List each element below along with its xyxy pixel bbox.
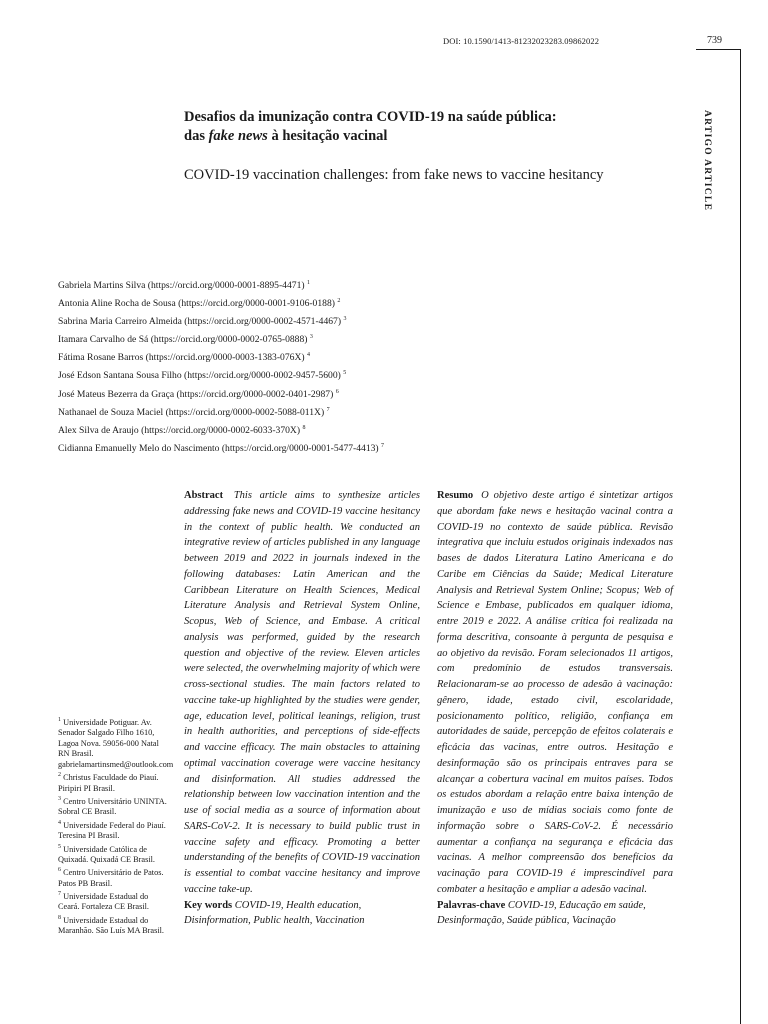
author-line: Gabriela Martins Silva (https://orcid.org/0000-0001-8895-4471) $^1$ <box>58 280 310 292</box>
affiliation-item: $^3$ Centro Universitário UNINTA. Sobral CE Brasil. <box>58 796 167 817</box>
abstract-heading: Abstract <box>184 490 224 501</box>
author-line: Antonia Aline Rocha de Sousa (https://orcid.org/0000-0001-9106-0188) $^2$ <box>58 298 341 310</box>
margin-rule <box>740 49 741 1024</box>
affiliation-item: $^7$ Universidade Estadual do Ceará. Fortaleza CE Brasil. <box>58 891 150 912</box>
author-line: Nathanael de Souza Maciel (https://orcid.org/0000-0002-5088-011X) $^7$ <box>58 406 330 418</box>
author-line: Fátima Rosane Barros (https://orcid.org/0000-0003-1383-076X) $^4$ <box>58 352 310 364</box>
title-portuguese <box>184 108 604 146</box>
affiliation-item: $^1$ Universidade Potiguar. Av. Senador Salgado Filho 1610, Lagoa Nova. 59056-000 Natal RN Brasil. gabrielamartinsmed@outlook.com <box>58 717 174 769</box>
title-english: COVID-19 vaccination challenges: from fake news to vaccine hesitancy <box>184 167 604 183</box>
resumo-heading: Resumo <box>437 490 474 501</box>
keywords-english <box>184 898 420 930</box>
affiliation-item: $^4$ Universidade Federal do Piauí. Teresina PI Brasil. <box>58 819 166 841</box>
header-rule <box>696 49 740 50</box>
author-line: Itamara Carvalho de Sá (https://orcid.org/0000-0002-0765-0888) $^3$ <box>58 334 313 346</box>
keywords-portuguese <box>437 898 673 930</box>
palavras-chave-heading: Palavras-chave <box>437 899 506 911</box>
keywords-heading: Key words <box>184 899 233 911</box>
affiliation-item: $^2$ Christus Faculdade do Piauí. Piripiri PI Brasil. <box>58 772 159 793</box>
doi-line: DOI: 10.1590/1413-81232023283.09862022 <box>443 36 600 46</box>
abstract-english <box>184 488 420 929</box>
author-line: Sabrina Maria Carreiro Almeida (https://orcid.org/0000-0002-4571-4467) $^3$ <box>58 316 347 328</box>
resumo-text: O objetivo deste artigo é sintetizar artigos que abordam fake news e hesitação vacinal contra a COVID-19 no contexto de saúde pública. Revisão integrativa que incluiu estudos originais indexados nas bases de dados Literatura Latino Americana e do Caribe em Ciências da Saúde; Medical Literature Analysis and Retrieval System Online; Scopus; Web of Science e Embase, publicados em qualquer idioma, entre 2019 e 2022. A análise crítica foi realizada na forma descritiva, consoante à pergunta de pesquisa e ao objetivo da revisão. Foram selecionados 11 artigos, com predomínio de estudos transversais. Relacionaram-se ao processo de adesão à vacinação: gênero, idade, estado civil, escolaridade, posicionamento político, religião, confiança em autoridades de saúde, percepção de efeitos colaterais e eficácia das vacinas, entre outros. Hesitação e desinformação são os principais entraves para se alcançar a cobertura vacinal em muitos países. Todos os estudos abordam a relação entre baixa intenção de imunização e uso de mídias sociais como fonte de informação sobre o SARS-CoV-2. É necessário aumentar a confiança na segurança e eficácia das vacinas. A melhor compreensão dos benefícios da vacinação para COVID-19 é imprescindível para combater a hesitação e ampliar a adesão vacinal. <box>437 490 673 895</box>
title-pt-line1: Desafios da imunização contra COVID-19 na saúde pública: <box>184 109 557 125</box>
author-line: Cidianna Emanuelly Melo do Nascimento (https://orcid.org/0000-0001-5477-4413) $^7$ <box>58 442 385 455</box>
keywords-text: COVID-19, Health education, Disinformation, Public health, Vaccination <box>184 899 365 927</box>
author-list <box>58 276 384 457</box>
title-pt-line2-italic: fake news <box>208 128 268 144</box>
author-line: José Mateus Bezerra da Graça (https://orcid.org/0000-0002-0401-2987) $^6$ <box>58 388 339 400</box>
section-label: ARTIGO ARTICLE <box>702 110 712 212</box>
affiliation-item: $^6$ Centro Universitário de Patos. Patos PB Brasil. <box>58 867 164 888</box>
affiliation-item: $^8$ Universidade Estadual do Maranhão. São Luís MA Brasil. <box>58 914 165 936</box>
abstract-portuguese <box>437 488 673 929</box>
abstract-text: This article aims to synthesize articles addressing fake news and COVID-19 vaccine hesitancy in the context of public health. We conducted an integrative review of articles published in any language between 2019 and 2022 in journals indexed in the following databases: Latin American and the Caribbean Literature on Health Sciences, Medical Literature Analysis and Retrieval System Online, Scopus, Web of Science, and Embase. A critical analysis was performed, guided by the research question and objective of the review. Eleven articles were selected, the overwhelming majority of which were cross-sectional studies. The main factors related to vaccine take-up highlighted by the studies were gender, age, education level, political leanings, religion, trust in health authorities, and perceptions of side-effects and vaccine efficacy. The main obstacles to attaining optimal vaccination coverage were vaccine hesitancy and disinformation. All studies addressed the relationship between low vaccination intention and the use of social media as a source of information about SARS-CoV-2. It is necessary to build public trust in vaccine safety and efficacy. Promoting a better understanding of the benefits of COVID-19 vaccination is essential to combat vaccine hesitancy and improve vaccine take-up. <box>184 490 421 895</box>
affiliation-item: $^5$ Universidade Católica de Quixadá. Quixadá CE Brasil. <box>58 843 156 864</box>
affiliations <box>58 715 174 937</box>
palavras-chave-text: COVID-19, Educação em saúde, Desinformação, Saúde pública, Vacinação <box>437 899 646 927</box>
author-line: José Edson Santana Sousa Filho (https://orcid.org/0000-0002-9457-5600) $^5$ <box>58 370 347 382</box>
title-pt-line2-suffix: à hesitação vacinal <box>267 128 388 144</box>
page-number: 739 <box>707 35 722 46</box>
title-pt-line2-prefix: das <box>184 128 209 144</box>
author-line: Alex Silva de Araujo (https://orcid.org/0000-0002-6033-370X) $^8$ <box>58 424 306 436</box>
